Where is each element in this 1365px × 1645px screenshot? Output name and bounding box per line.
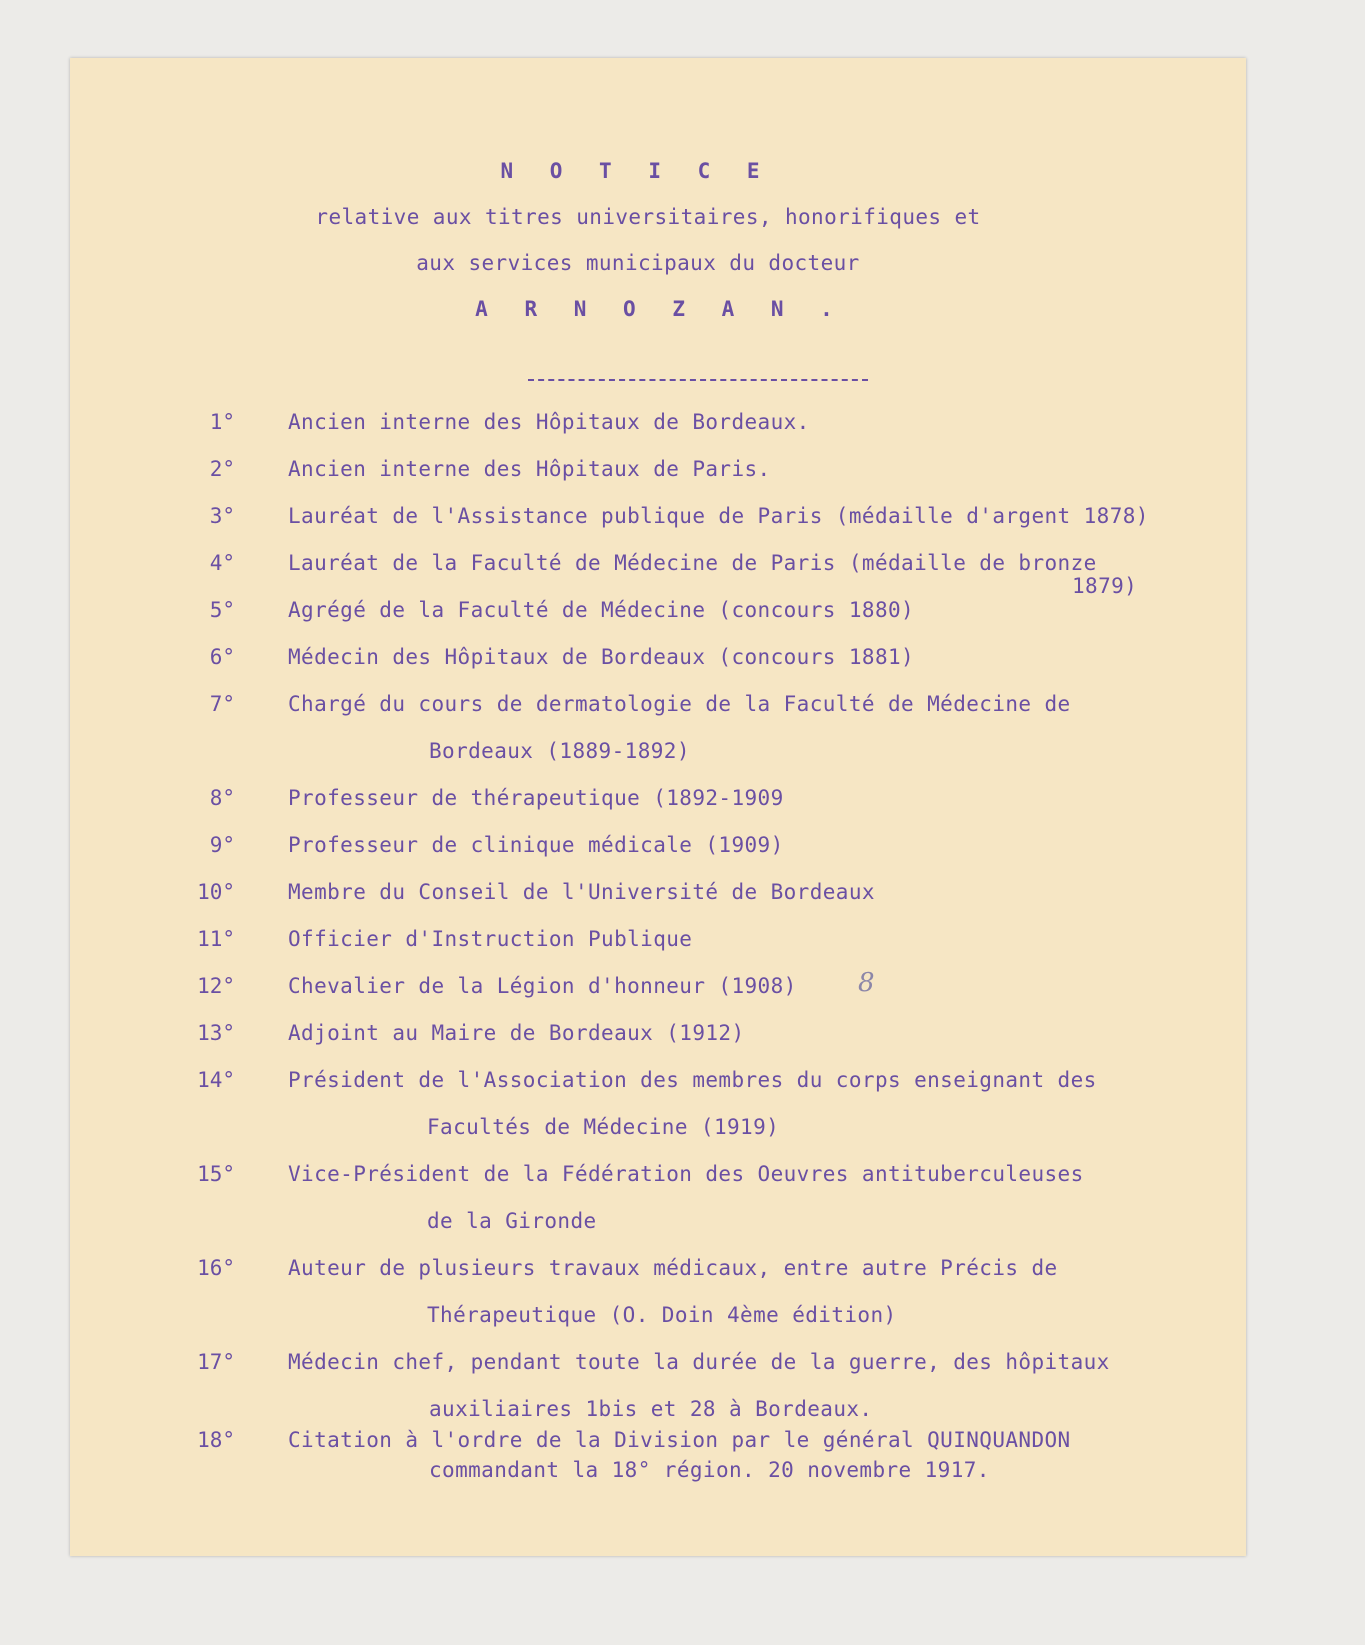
separator-rule bbox=[528, 379, 868, 381]
item-continuation: de la Gironde bbox=[427, 1209, 597, 1233]
item-number: 14° bbox=[197, 1068, 235, 1092]
item-continuation: auxiliaires 1bis et 28 à Bordeaux. bbox=[429, 1397, 873, 1421]
item-number: 12° bbox=[197, 974, 235, 998]
subtitle-line-2: aux services municipaux du docteur bbox=[416, 251, 860, 275]
item-number: 16° bbox=[197, 1256, 235, 1280]
item-continuation: 1879) bbox=[1072, 574, 1138, 598]
item-number: 2° bbox=[209, 457, 235, 481]
item-number: 17° bbox=[197, 1350, 235, 1374]
item-number: 15° bbox=[197, 1162, 235, 1186]
item-number: 10° bbox=[197, 880, 235, 904]
item-text: Citation à l'ordre de la Division par le général QUINQUANDON bbox=[288, 1428, 1071, 1452]
item-text: Officier d'Instruction Publique bbox=[288, 927, 693, 951]
item-text: Ancien interne des Hôpitaux de Bordeaux. bbox=[288, 410, 810, 434]
item-text: Chevalier de la Légion d'honneur (1908) bbox=[288, 974, 797, 998]
notice-title: N O T I C E bbox=[500, 159, 772, 183]
item-number: 9° bbox=[209, 833, 235, 857]
item-number: 7° bbox=[209, 692, 235, 716]
item-text: Lauréat de la Faculté de Médecine de Paris (médaille de bronze bbox=[288, 551, 1097, 575]
item-text: Agrégé de la Faculté de Médecine (concours 1880) bbox=[288, 598, 915, 622]
handwritten-annotation: 8 bbox=[858, 968, 875, 998]
item-number: 13° bbox=[197, 1021, 235, 1045]
item-number: 3° bbox=[209, 504, 235, 528]
subtitle-line-1: relative aux titres universitaires, honorifiques et bbox=[315, 205, 981, 229]
item-continuation: commandant la 18° région. 20 novembre 1917. bbox=[429, 1458, 990, 1482]
item-number: 8° bbox=[209, 786, 235, 810]
item-number: 11° bbox=[197, 927, 235, 951]
document-sheet bbox=[70, 58, 1246, 1556]
item-number: 5° bbox=[209, 598, 235, 622]
item-text: Vice-Président de la Fédération des Oeuvres antituberculeuses bbox=[288, 1162, 1084, 1186]
item-number: 18° bbox=[197, 1428, 235, 1452]
item-text: Médecin chef, pendant toute la durée de la guerre, des hôpitaux bbox=[288, 1350, 1110, 1374]
item-continuation: Thérapeutique (O. Doin 4ème édition) bbox=[427, 1303, 897, 1327]
item-text: Membre du Conseil de l'Université de Bordeaux bbox=[288, 880, 875, 904]
item-number: 1° bbox=[209, 410, 235, 434]
item-text: Professeur de clinique médicale (1909) bbox=[288, 833, 784, 857]
item-continuation: Facultés de Médecine (1919) bbox=[427, 1115, 780, 1139]
item-text: Lauréat de l'Assistance publique de Paris (médaille d'argent 1878) bbox=[288, 504, 1149, 528]
item-text: Chargé du cours de dermatologie de la Faculté de Médecine de bbox=[288, 692, 1071, 716]
item-number: 6° bbox=[209, 645, 235, 669]
item-text: Auteur de plusieurs travaux médicaux, entre autre Précis de bbox=[288, 1256, 1058, 1280]
item-number: 4° bbox=[209, 551, 235, 575]
item-text: Médecin des Hôpitaux de Bordeaux (concours 1881) bbox=[288, 645, 915, 669]
item-text: Ancien interne des Hôpitaux de Paris. bbox=[288, 457, 771, 481]
item-text: Professeur de thérapeutique (1892-1909 bbox=[288, 786, 784, 810]
doctor-name: A R N O Z A N . bbox=[475, 297, 845, 321]
item-text: Président de l'Association des membres du corps enseignant des bbox=[288, 1068, 1097, 1092]
item-text: Adjoint au Maire de Bordeaux (1912) bbox=[288, 1021, 745, 1045]
item-continuation: Bordeaux (1889-1892) bbox=[429, 739, 690, 763]
